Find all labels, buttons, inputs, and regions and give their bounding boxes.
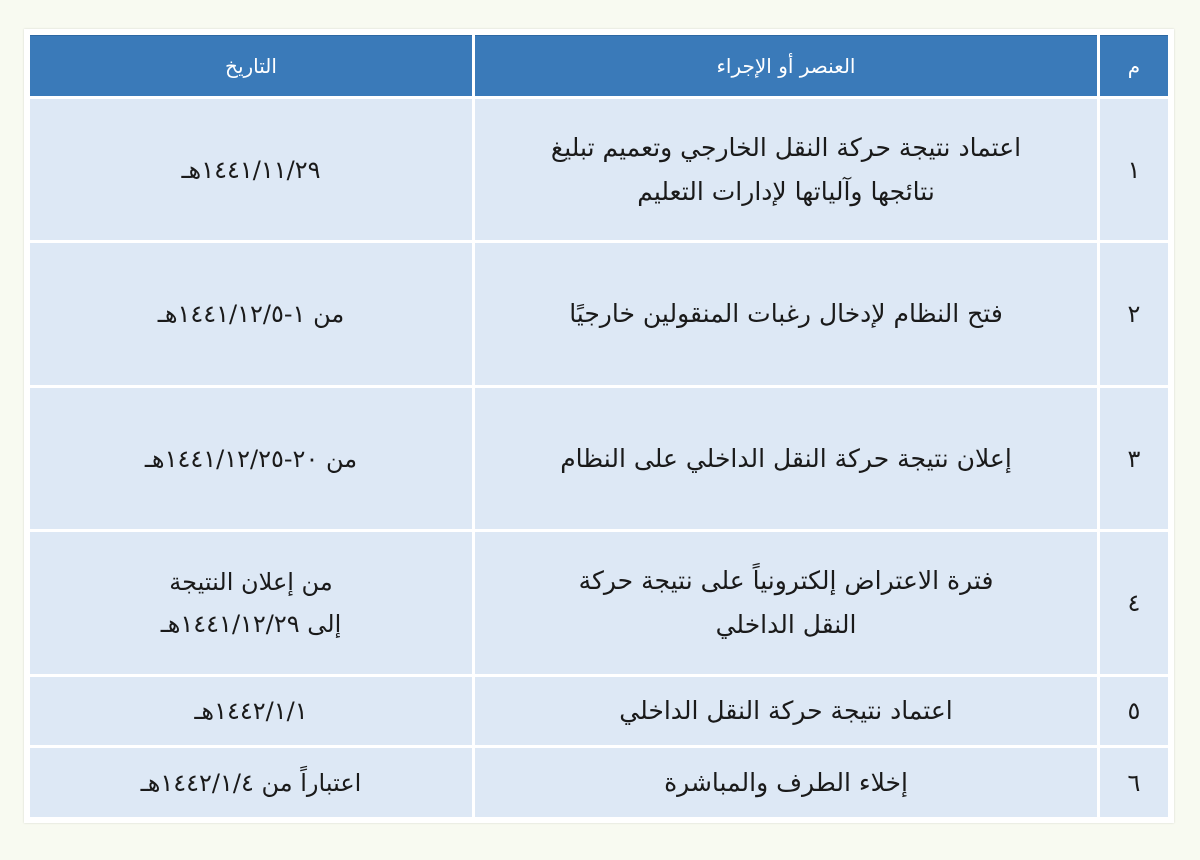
row-item-line: فتح النظام لإدخال رغبات المنقولين خارجيًا bbox=[569, 299, 1003, 329]
row-item bbox=[475, 99, 1097, 240]
row-item-line: إعلان نتيجة حركة النقل الداخلي على النظام bbox=[560, 443, 1012, 473]
header-date: التاريخ bbox=[30, 35, 472, 96]
row-date-line: إلى ١٤٤١/١٢/٢٩هـ bbox=[160, 609, 342, 638]
row-date bbox=[30, 748, 472, 817]
table-row bbox=[30, 243, 1168, 384]
row-number: ٥ bbox=[1100, 677, 1168, 746]
row-date-line: اعتباراً من ١٤٤٢/١/٤هـ bbox=[140, 768, 362, 797]
table-header-row bbox=[30, 35, 1168, 96]
schedule-table-container bbox=[24, 29, 1174, 823]
row-item-line: اعتماد نتيجة حركة النقل الخارجي وتعميم تبليغ bbox=[550, 132, 1022, 162]
table-row bbox=[30, 388, 1168, 529]
row-date-line: ١٤٤١/١١/٢٩هـ bbox=[181, 155, 321, 184]
table-row bbox=[30, 677, 1168, 746]
row-item bbox=[475, 677, 1097, 746]
row-item-line: النقل الداخلي bbox=[715, 609, 857, 639]
row-date bbox=[30, 677, 472, 746]
row-number: ٤ bbox=[1100, 532, 1168, 673]
row-item-line: إخلاء الطرف والمباشرة bbox=[664, 767, 908, 797]
row-item-line: نتائجها وآلياتها لإدارات التعليم bbox=[637, 176, 935, 206]
header-number: م bbox=[1100, 35, 1168, 96]
row-item bbox=[475, 388, 1097, 529]
row-number: ٢ bbox=[1100, 243, 1168, 384]
row-date bbox=[30, 532, 472, 673]
row-number: ٣ bbox=[1100, 388, 1168, 529]
table-row bbox=[30, 532, 1168, 673]
row-date-line: ١٤٤٢/١/١هـ bbox=[194, 696, 308, 725]
row-item-line: فترة الاعتراض إلكترونياً على نتيجة حركة bbox=[578, 566, 994, 596]
row-date-line: من إعلان النتيجة bbox=[169, 567, 333, 596]
row-date-line: من ٢٠-١٤٤١/١٢/٢٥هـ bbox=[144, 444, 358, 473]
row-item-line: اعتماد نتيجة حركة النقل الداخلي bbox=[619, 696, 953, 726]
row-item bbox=[475, 532, 1097, 673]
table-row bbox=[30, 99, 1168, 240]
row-date bbox=[30, 388, 472, 529]
header-item: العنصر أو الإجراء bbox=[475, 35, 1097, 96]
row-date bbox=[30, 243, 472, 384]
schedule-table bbox=[27, 32, 1171, 820]
row-item bbox=[475, 748, 1097, 817]
row-item bbox=[475, 243, 1097, 384]
row-number: ٦ bbox=[1100, 748, 1168, 817]
table-row bbox=[30, 748, 1168, 817]
row-date-line: من ١-١٤٤١/١٢/٥هـ bbox=[157, 300, 345, 329]
row-number: ١ bbox=[1100, 99, 1168, 240]
row-date bbox=[30, 99, 472, 240]
